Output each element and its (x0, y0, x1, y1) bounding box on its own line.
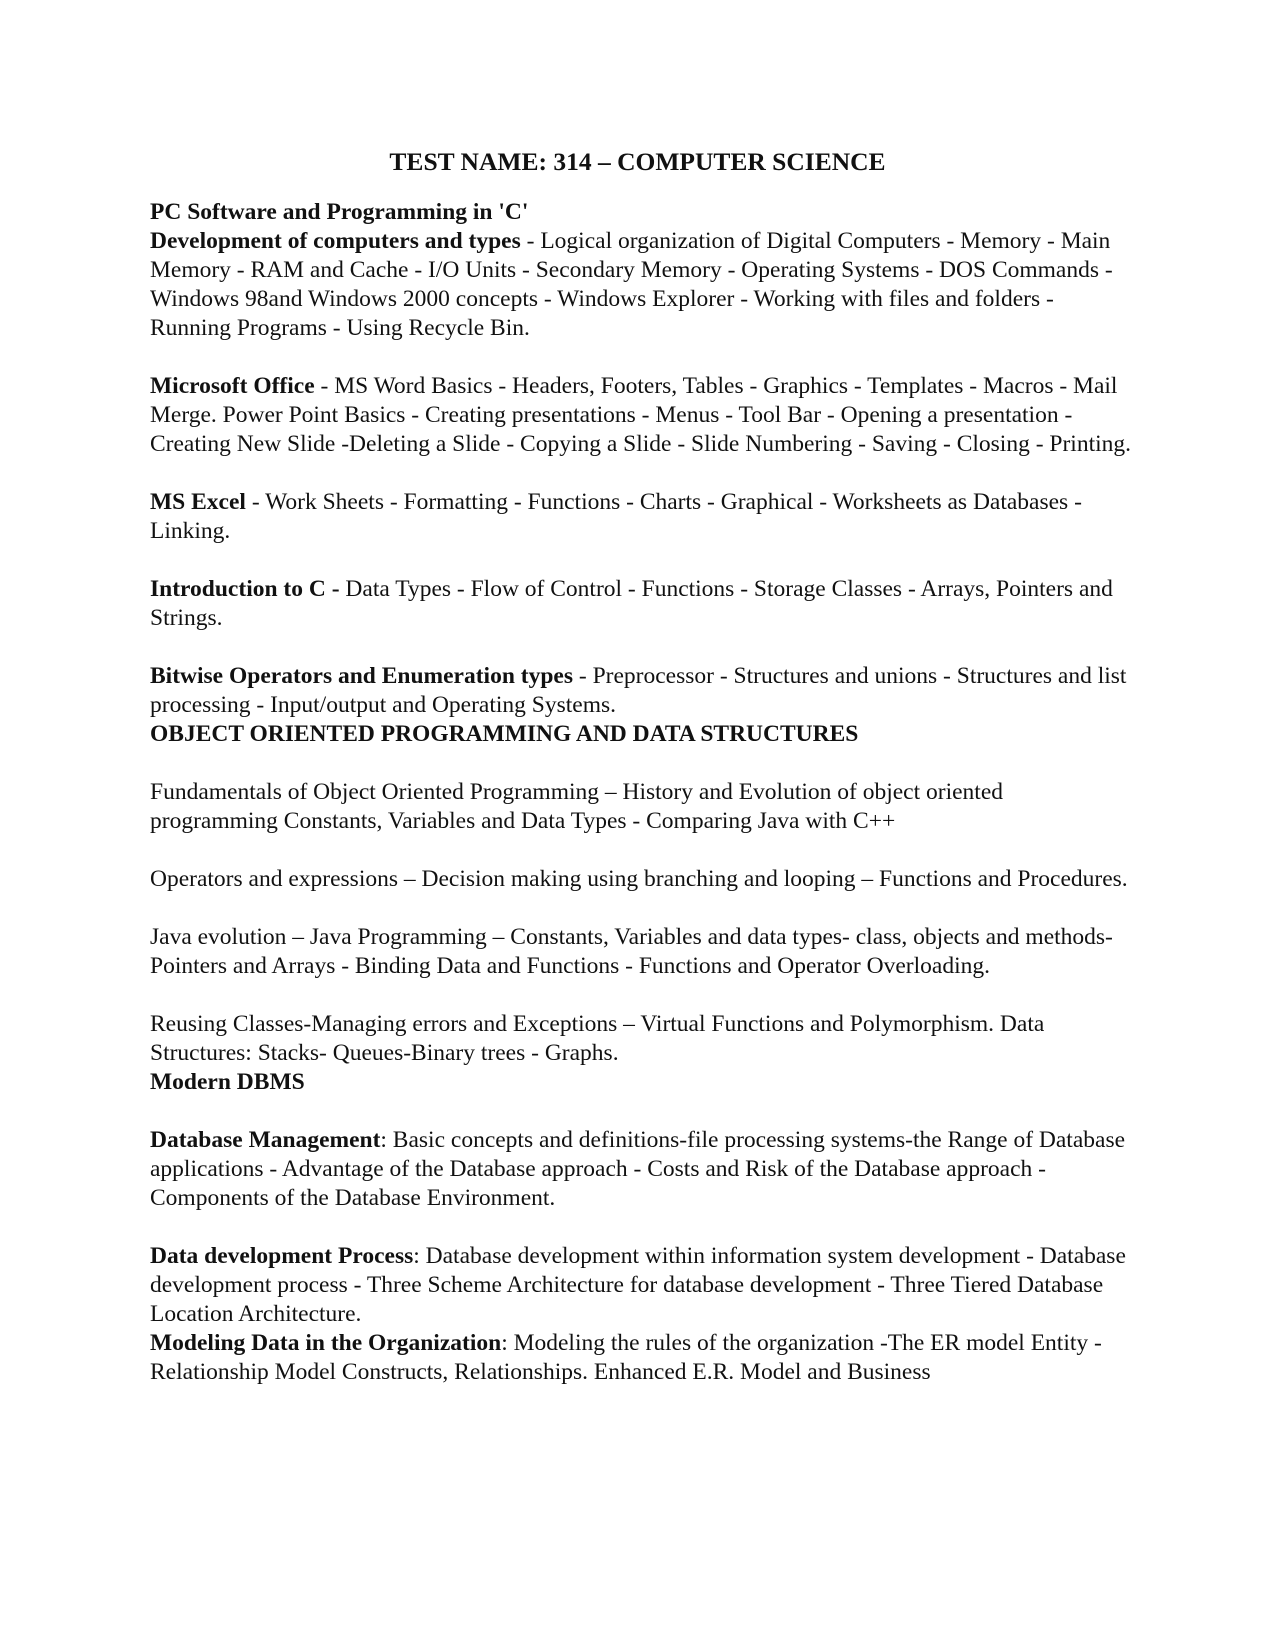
section-heading-pc-software: PC Software and Programming in 'C' (150, 199, 529, 225)
paragraph-text: : Modeling the rules of the organization -The ER model Entity -Relationship Model Constructs, Relationships. Enhanced E.R. Model and Business (150, 1330, 1102, 1385)
paragraph-development-of-computers (150, 227, 1135, 343)
spacer (150, 546, 1135, 575)
page-title: TEST NAME: 314 – COMPUTER SCIENCE (389, 147, 886, 176)
paragraph-label: Data development Process (150, 1243, 414, 1269)
spacer (150, 1097, 1135, 1126)
paragraph-bitwise-operators (150, 662, 1135, 720)
paragraph-text: : Basic concepts and definitions-file processing systems-the Range of Database applications - Advantage of the Database approach - Costs and Risk of the Database approach - Components of the Database Environment. (150, 1127, 1126, 1211)
paragraph-oop-fundamentals: Fundamentals of Object Oriented Programming – History and Evolution of object oriented programming Constants, Variables and Data Types - Comparing Java with C++ (150, 779, 1003, 834)
paragraph-label: MS Excel (150, 489, 246, 515)
document-body (150, 198, 1135, 1387)
paragraph-modeling-data (150, 1329, 1135, 1387)
paragraph-java-evolution: Java evolution – Java Programming – Constants, Variables and data types- class, objects and methods-Pointers and Arrays - Binding Data and Functions - Functions and Operator Overloading. (150, 924, 1113, 979)
spacer (150, 459, 1135, 488)
spacer (150, 749, 1135, 778)
spacer (150, 894, 1135, 923)
paragraph-operators-expressions: Operators and expressions – Decision making using branching and looping – Functions and Procedures. (150, 866, 1128, 892)
paragraph-text: - Work Sheets - Formatting - Functions - Charts - Graphical - Worksheets as Databases - Linking. (150, 489, 1082, 544)
paragraph-ms-excel (150, 488, 1135, 546)
paragraph-text: Data Types - Flow of Control - Functions - Storage Classes - Arrays, Pointers and Strings. (150, 576, 1113, 631)
paragraph-label: Database Management (150, 1127, 381, 1153)
paragraph-database-management (150, 1126, 1135, 1213)
paragraph-introduction-to-c (150, 575, 1135, 633)
paragraph-microsoft-office (150, 372, 1135, 459)
paragraph-data-development-process (150, 1242, 1135, 1329)
section-heading-oop: OBJECT ORIENTED PROGRAMMING AND DATA STRUCTURES (150, 721, 859, 747)
paragraph-text: - Logical organization of Digital Computers - Memory - Main Memory - RAM and Cache - I/O Units - Secondary Memory - Operating Systems - DOS Commands - Windows 98and Windows 2000 concepts - Windows Explorer - Working with files and folders - Running Programs - Using Recycle Bin. (150, 228, 1113, 341)
spacer (150, 343, 1135, 372)
spacer (150, 836, 1135, 865)
paragraph-text: : Database development within information system development - Database development process - Three Scheme Architecture for database development - Three Tiered Database Location Architecture. (150, 1243, 1126, 1327)
spacer (150, 1213, 1135, 1242)
paragraph-label: Introduction to C - (150, 576, 340, 602)
section-heading-modern-dbms: Modern DBMS (150, 1069, 305, 1095)
paragraph-label: Modeling Data in the Organization (150, 1330, 502, 1356)
spacer (150, 981, 1135, 1010)
spacer (150, 633, 1135, 662)
paragraph-reusing-classes: Reusing Classes-Managing errors and Exceptions – Virtual Functions and Polymorphism. Data Structures: Stacks- Queues-Binary trees - Graphs. (150, 1011, 1045, 1066)
paragraph-label: Development of computers and types (150, 228, 521, 254)
paragraph-label: Microsoft Office (150, 373, 315, 399)
paragraph-text: - MS Word Basics - Headers, Footers, Tables - Graphics - Templates - Macros - Mail Merge. Power Point Basics - Creating presentations - Menus - Tool Bar - Opening a presentation - Creating New Slide -Deleting a Slide - Copying a Slide - Slide Numbering - Saving - Closing - Printing. (150, 373, 1132, 457)
paragraph-text: - Preprocessor - Structures and unions - Structures and list processing - Input/output and Operating Systems. (150, 663, 1127, 718)
paragraph-label: Bitwise Operators and Enumeration types (150, 663, 573, 689)
